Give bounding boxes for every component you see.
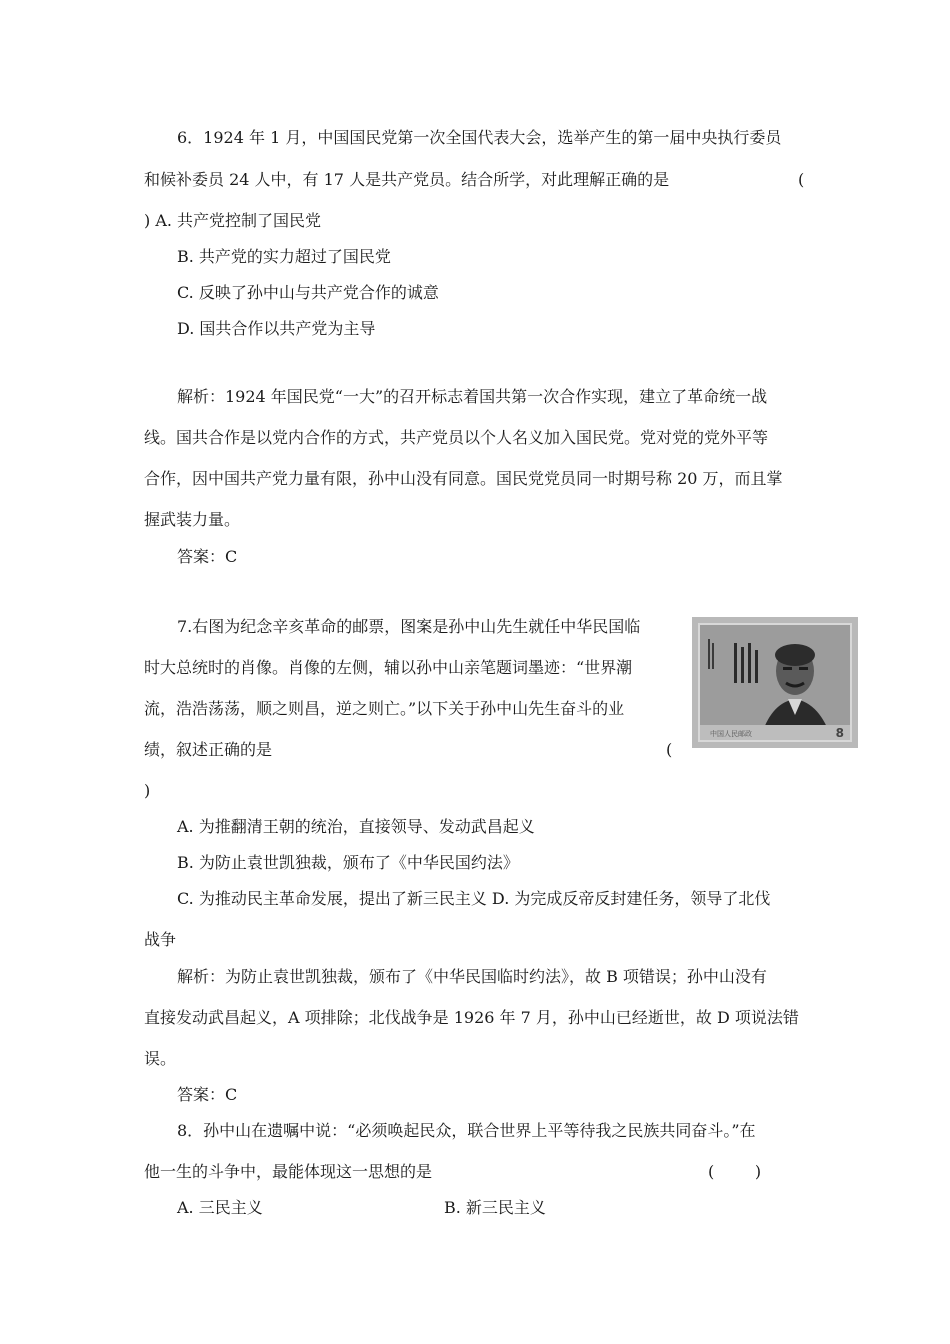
q6-analysis-line3: 合作，因中国共产党力量有限，孙中山没有同意。国民党党员同一时期号称 20 万，而且掌 — [144, 469, 783, 488]
q7-answer-paren-close: ) — [144, 781, 151, 800]
q8-stem-line2: 他一生的斗争中，最能体现这一思想的是 — [144, 1162, 433, 1181]
q6-analysis-line4: 握武装力量。 — [144, 510, 241, 529]
q7-analysis-line1: 解析：为防止袁世凯独裁，颁布了《中华民国临时约法》，故 B 项错误；孙中山没有 — [177, 967, 767, 986]
q7-stem-line1: 7.右图为纪念辛亥革命的邮票，图案是孙中山先生就任中华民国临 — [177, 617, 641, 636]
q6-option-d: D. 国共合作以共产党为主导 — [177, 319, 376, 338]
q8-option-a: A. 三民主义 — [177, 1198, 263, 1217]
q7-stem-line4: 绩，叙述正确的是 — [144, 740, 273, 759]
q6-option-a: ) A. 共产党控制了国民党 — [144, 211, 322, 230]
q6-stem-line2: 和候补委员 24 人中，有 17 人是共产党员。结合所学，对此理解正确的是 — [144, 170, 670, 189]
q7-answer-paren-open: ( — [666, 740, 673, 759]
q6-option-c: C. 反映了孙中山与共产党合作的诚意 — [177, 283, 439, 302]
q6-stem-line1: 6．1924 年 1 月，中国国民党第一次全国代表大会，选举产生的第一届中央执行委员 — [177, 128, 782, 147]
q6-answer: 答案：C — [177, 547, 238, 566]
q7-option-c-d: C. 为推动民主革命发展，提出了新三民主义 D. 为完成反帝反封建任务，领导了北伐 — [177, 889, 771, 908]
q7-option-b: B. 为防止袁世凯独裁，颁布了《中华民国约法》 — [177, 853, 519, 872]
q7-option-d-cont: 战争 — [144, 930, 177, 949]
q7-answer: 答案：C — [177, 1085, 238, 1104]
stamp-value: 8 — [835, 726, 844, 740]
q6-answer-paren: ( — [798, 170, 805, 189]
q8-stem-line1: 8．孙中山在遗嘱中说：“必须唤起民众，联合世界上平等待我之民族共同奋斗。”在 — [177, 1121, 756, 1140]
q7-option-a: A. 为推翻清王朝的统治，直接领导、发动武昌起义 — [177, 817, 535, 836]
q8-answer-paren: ( ) — [708, 1162, 762, 1181]
q7-stem-line3: 流，浩浩荡荡，顺之则昌，逆之则亡。”以下关于孙中山先生奋斗的业 — [144, 699, 625, 718]
sun-yat-sen-stamp-image — [692, 617, 858, 748]
q7-analysis-line3: 误。 — [144, 1049, 177, 1068]
q6-analysis-line1: 解析：1924 年国民党“一大”的召开标志着国共第一次合作实现，建立了革命统一战 — [177, 387, 768, 406]
stamp-portrait-icon — [700, 625, 850, 740]
q7-stem-line2: 时大总统时的肖像。肖像的左侧，辅以孙中山亲笔题词墨迹：“世界潮 — [144, 658, 633, 677]
q6-analysis-line2: 线。国共合作是以党内合作的方式，共产党员以个人名义加入国民党。党对党的党外平等 — [144, 428, 769, 447]
stamp-caption: 中国人民邮政 — [710, 730, 752, 738]
q8-option-b: B. 新三民主义 — [444, 1198, 546, 1217]
q6-option-b: B. 共产党的实力超过了国民党 — [177, 247, 391, 266]
q7-analysis-line2: 直接发动武昌起义，A 项排除；北伐战争是 1926 年 7 月，孙中山已经逝世，故 D 项说法错 — [144, 1008, 799, 1027]
